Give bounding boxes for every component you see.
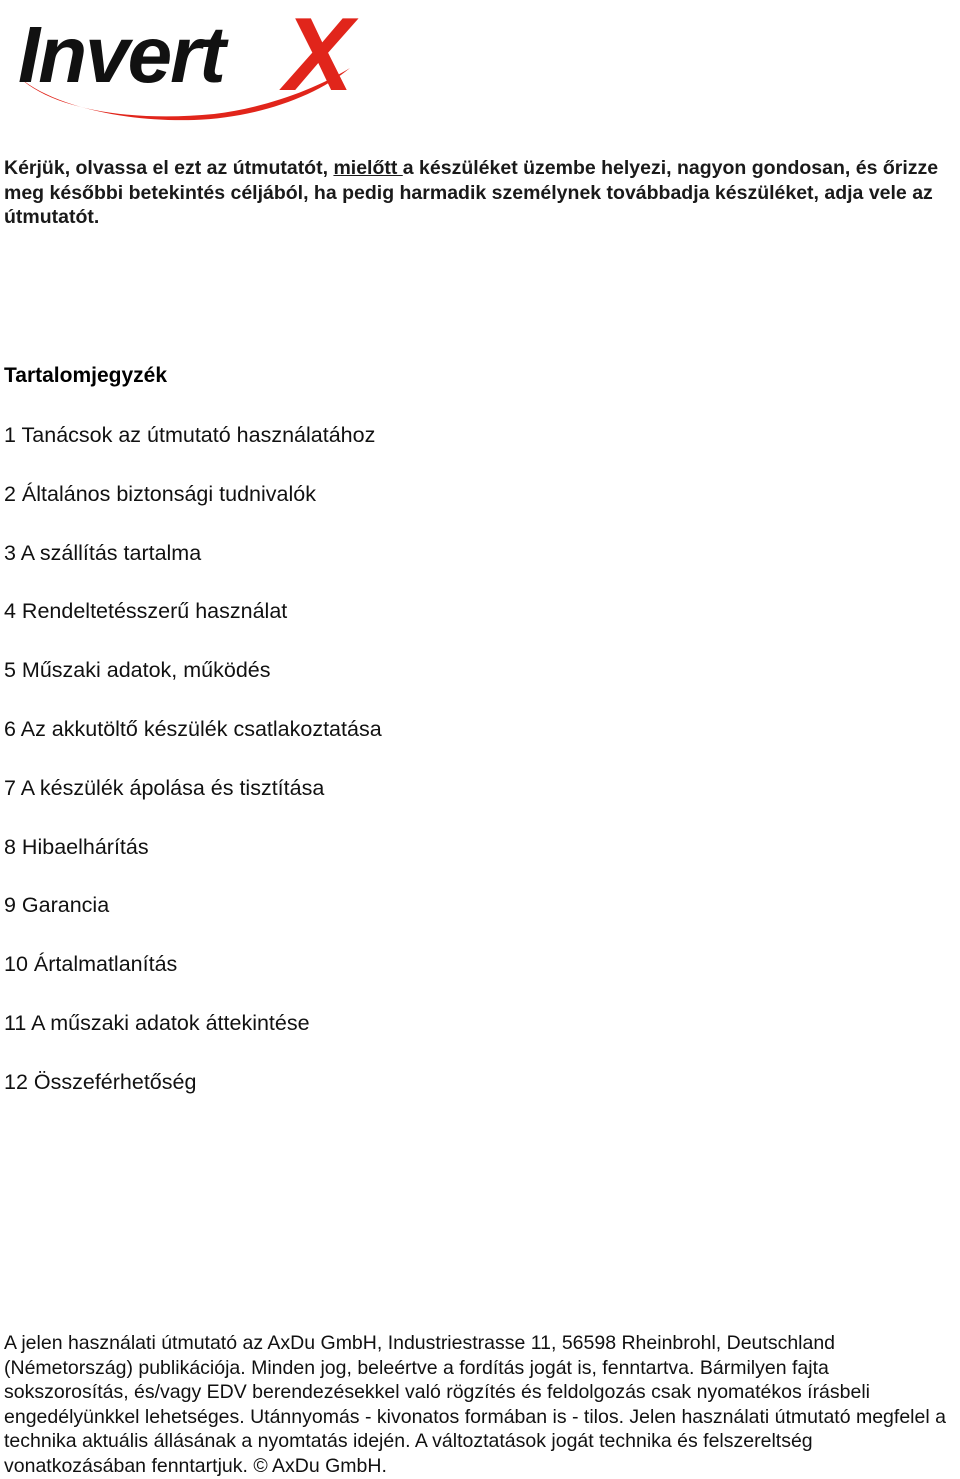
brand-logo [14, 6, 380, 124]
toc-item-12: 12 Összeférhetőség [4, 1069, 197, 1094]
toc-item-6: 6 Az akkutöltő készülék csatlakoztatása [4, 716, 382, 741]
intro-paragraph [4, 156, 960, 230]
toc-item-3: 3 A szállítás tartalma [4, 540, 202, 565]
toc-title: Tartalomjegyzék [4, 364, 168, 387]
toc-item-1: 1 Tanácsok az útmutató használatához [4, 423, 376, 447]
toc-item-8: 8 Hibaelhárítás [4, 834, 149, 859]
intro-underlined-word: mielőtt [333, 157, 403, 179]
logo-x-letter: X [284, 6, 354, 113]
toc-item-11: 11 A műszaki adatok áttekintése [4, 1010, 310, 1035]
intro-text-part2: a készüléket üzembe helyezi, nagyon gondosan, és őrizze meg későbbi betekintés céljából, ha pedig harmadik személynek továbbadja készüléket, adja vele az útmutatót. [4, 157, 939, 228]
invertx-logo-graphic [14, 6, 380, 124]
intro-text-part1: Kérjük, olvassa el ezt az útmutatót, [4, 157, 334, 179]
toc-item-4: 4 Rendeltetésszerű használat [4, 599, 288, 624]
toc-list [4, 421, 382, 1127]
toc-item-2: 2 Általános biztonsági tudnivalók [4, 481, 316, 506]
toc-item-9: 9 Garancia [4, 893, 110, 918]
toc-item-7: 7 A készülék ápolása és tisztítása [4, 775, 325, 800]
toc-item-10: 10 Ártalmatlanítás [4, 952, 178, 977]
copyright-footer: A jelen használati útmutató az AxDu GmbH, Industriestrasse 11, 56598 Rheinbrohl, Deutschland (Németország) publikációja. Minden jog, beleértve a fordítás jogát is, fenntartva. Bármilyen fajta sokszorosítás, és/vagy EDV berendezésekkel való rögzítés és feldolgozás csak nyomatékos írásbeli engedélyünkkel lehetséges. Utánnyomás - kivonatos formában is - tilos. Jelen használati útmutató megfelel a technika aktuális állásának a nyomtatás idején. A változtatások jogát technika és felszereltség vonatkozásában fenntartjuk. © AxDu GmbH. [4, 1332, 946, 1477]
toc-item-5: 5 Műszaki adatok, működés [4, 658, 271, 683]
logo-wordmark: Invert [18, 10, 224, 99]
